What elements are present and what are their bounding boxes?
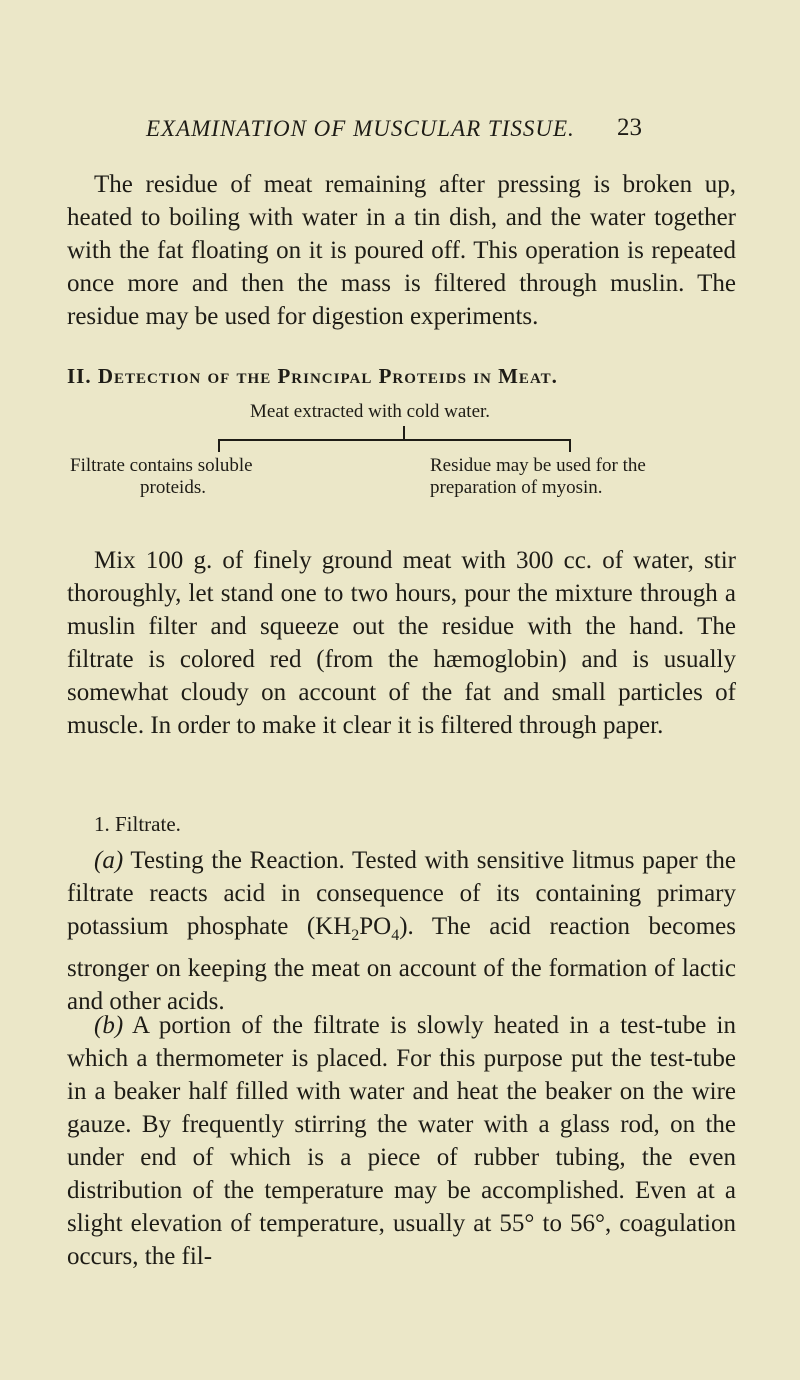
intro-paragraph: The residue of meat remaining after pressing is broken up, heated to boiling with water in a tin dish, and the water together with the fat floating on it is poured off. This operation is repeated once more and then the mass is filtered through muslin. The residue may be used for digestion experiments. [67, 171, 736, 330]
scheme-left-label [70, 455, 370, 499]
scheme-left-line2: proteids. [140, 477, 206, 498]
paragraph-a-text2: PO [359, 913, 392, 940]
paragraph-b-text: A portion of the filtrate is slowly heated in a test-tube in which a thermometer is placed. For this purpose put the test-tube in a beaker half filled with water and heat the beaker on the wire gauze. By frequently stirring the water with a glass rod, on the under end of which is a piece of rubber tubing, the even distribution of the temperature may be accomplished. Even at a slight elevation of temperature, usually at 55° to 56°, coagulation occurs, the fil- [67, 1012, 736, 1270]
scheme-stem-line [403, 426, 405, 440]
paragraph-a-text1: Testing the Reaction. Tested with sensitive litmus paper the filtrate reacts acid in consequence of its containing primary potassium phosphate (KH [67, 847, 736, 940]
paragraph-a-text3: ). The acid reaction becomes stronger on keeping the meat on account of the formation of lactic and other acids. [67, 913, 736, 1015]
scheme-right-label [430, 455, 740, 499]
paragraph-a-sub2: 4 [391, 927, 400, 944]
scheme-left-drop [218, 439, 220, 452]
mix-paragraph: Mix 100 g. of finely ground meat with 300 cc. of water, stir thoroughly, let stand one to two hours, pour the mixture through a muslin filter and squeeze out the residue with the hand. The filtrate is colored red (from the hæmoglobin) and is usually somewhat cloudy on account of the fat and small particles of muscle. In order to make it clear it is filtered through paper. [67, 547, 736, 739]
page-header [0, 112, 800, 148]
paragraph-b-label: (b) [94, 1012, 124, 1039]
scheme-right-line1: Residue may be used for the [430, 455, 646, 476]
scheme-left-line1: Filtrate contains soluble [70, 455, 253, 476]
scheme-right-line2: preparation of myosin. [430, 477, 603, 498]
paragraph-b [67, 1009, 736, 1273]
filtrate-subheading: 1. Filtrate. [94, 812, 181, 836]
paragraph-a-sub1: 2 [351, 927, 360, 944]
paragraph-a [67, 844, 736, 1018]
section-heading: II. Detection of the Principal Proteids in Meat. [67, 364, 558, 388]
page-number: 23 [617, 114, 642, 141]
scheme-right-drop [569, 439, 571, 452]
paragraph-a-label: (a) [94, 847, 124, 874]
scheme-top-label: Meat extracted with cold water. [250, 401, 491, 422]
running-title: EXAMINATION OF MUSCULAR TISSUE. [146, 116, 575, 141]
scheme-branch-line [218, 439, 571, 441]
